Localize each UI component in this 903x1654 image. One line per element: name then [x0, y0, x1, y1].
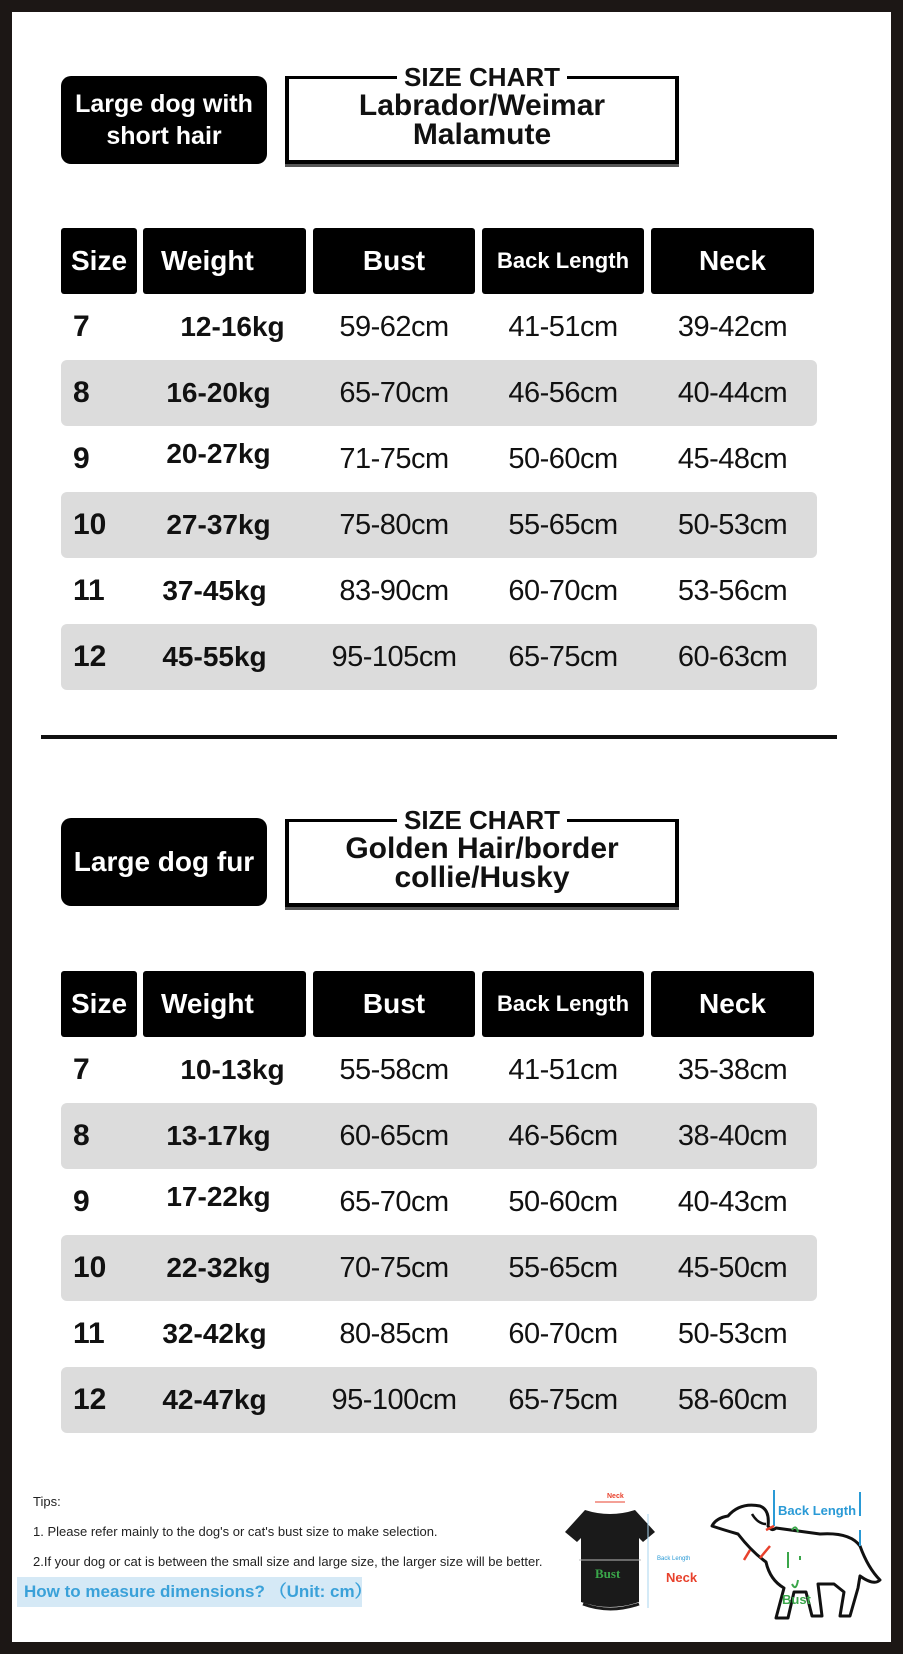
- category-line: short hair: [106, 122, 222, 150]
- cell-neck: 40-44cm: [677, 376, 788, 409]
- cell-neck: 39-42cm: [677, 310, 788, 343]
- cell-weight: 37-45kg: [162, 575, 267, 606]
- cell-size: 11: [73, 574, 105, 607]
- size-chart-title-box: [285, 805, 679, 907]
- cell-bust: 55-58cm: [339, 1053, 449, 1086]
- table-body: [61, 294, 817, 690]
- cell-bust: 59-62cm: [339, 310, 449, 343]
- size-chart-title-box: [285, 62, 679, 164]
- cell-weight: 22-32kg: [166, 1252, 271, 1283]
- dog-back-length-label: Back Length: [778, 1503, 857, 1518]
- header-bust: Bust: [313, 228, 475, 294]
- cell-back-length: 50-60cm: [508, 1185, 618, 1218]
- table-row: [61, 360, 817, 426]
- dog-diagram-icon: [666, 1480, 890, 1640]
- cell-size: 8: [73, 1119, 90, 1152]
- cell-back-length: 60-70cm: [508, 574, 618, 607]
- cell-neck: 40-43cm: [677, 1185, 788, 1218]
- cell-back-length: 60-70cm: [508, 1317, 618, 1350]
- size-chart-legend: SIZE CHART: [397, 62, 567, 92]
- category-line: Large dog fur: [73, 846, 255, 877]
- cell-back-length: 46-56cm: [508, 376, 618, 409]
- table-row: [61, 1367, 817, 1433]
- cell-bust: 95-100cm: [331, 1383, 457, 1416]
- cell-size: 9: [73, 442, 90, 475]
- header-neck: Neck: [651, 228, 814, 294]
- cell-bust: 60-65cm: [339, 1119, 449, 1152]
- cell-weight: 17-22kg: [166, 1181, 271, 1212]
- cell-weight: 27-37kg: [166, 509, 271, 540]
- tip-item: 1. Please refer mainly to the dog's or cat's bust size to make selection.: [33, 1524, 438, 1539]
- cell-bust: 65-70cm: [339, 1185, 449, 1218]
- cell-size: 9: [73, 1185, 90, 1218]
- table-row: [61, 1169, 817, 1235]
- section-divider: [41, 735, 837, 739]
- table-row: [61, 558, 817, 624]
- dog-neck-label: Neck: [666, 1570, 698, 1585]
- header-weight: Weight: [143, 228, 306, 294]
- breed-line: collie/Husky: [394, 861, 570, 894]
- cell-size: 11: [73, 1317, 105, 1350]
- cell-weight: 32-42kg: [162, 1318, 267, 1349]
- cell-weight: 16-20kg: [166, 377, 271, 408]
- header-size: Size: [61, 228, 137, 294]
- cell-size: 12: [73, 1383, 107, 1416]
- table-row: [61, 426, 817, 492]
- cell-neck: 50-53cm: [677, 508, 788, 541]
- breed-list: [289, 834, 675, 892]
- table-row: [61, 1103, 817, 1169]
- table-header: [61, 228, 817, 294]
- cell-bust: 65-70cm: [339, 376, 449, 409]
- cell-neck: 45-48cm: [677, 442, 788, 475]
- table-row: [61, 1235, 817, 1301]
- table-row: [61, 1037, 817, 1103]
- measure-dimensions-banner: How to measure dimensions? （Unit: cm）: [17, 1577, 362, 1607]
- category-badge-fur: [61, 818, 267, 906]
- category-line: Large dog with: [75, 90, 253, 118]
- table-row: [61, 1301, 817, 1367]
- breed-list: [289, 91, 675, 149]
- header-weight: Weight: [143, 971, 306, 1037]
- category-badge-short-hair: [61, 76, 267, 164]
- cell-weight: 42-47kg: [162, 1384, 267, 1415]
- cell-size: 8: [73, 376, 90, 409]
- cell-back-length: 65-75cm: [508, 1383, 618, 1416]
- cell-back-length: 55-65cm: [508, 508, 618, 541]
- tips-title: Tips:: [33, 1494, 61, 1509]
- header-size: Size: [61, 971, 137, 1037]
- cell-back-length: 41-51cm: [508, 310, 618, 343]
- cell-bust: 83-90cm: [339, 574, 449, 607]
- cell-weight: 13-17kg: [166, 1120, 271, 1151]
- cell-size: 7: [73, 310, 90, 343]
- cell-neck: 35-38cm: [677, 1053, 788, 1086]
- header-back-length: Back Length: [482, 971, 644, 1037]
- table-body: [61, 1037, 817, 1433]
- cell-weight: 20-27kg: [166, 438, 271, 469]
- cell-weight: 12-16kg: [180, 311, 285, 342]
- cell-bust: 70-75cm: [339, 1251, 449, 1284]
- size-chart-legend: SIZE CHART: [397, 805, 567, 835]
- cell-size: 10: [73, 508, 107, 541]
- cell-weight: 45-55kg: [162, 641, 267, 672]
- tip-item: 2.If your dog or cat is between the small size and large size, the larger size will be better.: [33, 1554, 543, 1569]
- cell-neck: 58-60cm: [677, 1383, 788, 1416]
- cell-back-length: 55-65cm: [508, 1251, 618, 1284]
- size-table-fur: [61, 971, 817, 1433]
- table-row: [61, 624, 817, 690]
- cell-back-length: 65-75cm: [508, 640, 618, 673]
- cell-size: 7: [73, 1053, 90, 1086]
- cell-back-length: 46-56cm: [508, 1119, 618, 1152]
- breed-line: Golden Hair/border: [345, 832, 619, 865]
- header-back-length: Back Length: [482, 228, 644, 294]
- breed-line: Malamute: [412, 118, 552, 151]
- dog-bust-label: Bust: [782, 1592, 811, 1607]
- table-header: [61, 971, 817, 1037]
- cell-size: 12: [73, 640, 107, 673]
- cell-back-length: 50-60cm: [508, 442, 618, 475]
- cell-bust: 75-80cm: [339, 508, 449, 541]
- cell-bust: 80-85cm: [339, 1317, 449, 1350]
- table-row: [61, 492, 817, 558]
- shirt-bust-label: Bust: [595, 1566, 621, 1581]
- cell-size: 10: [73, 1251, 107, 1284]
- cell-neck: 60-63cm: [677, 640, 788, 673]
- cell-back-length: 41-51cm: [508, 1053, 618, 1086]
- size-table-short-hair: [61, 228, 817, 690]
- shirt-diagram-icon: [555, 1490, 705, 1620]
- header-neck: Neck: [651, 971, 814, 1037]
- cell-weight: 10-13kg: [180, 1054, 285, 1085]
- cell-bust: 95-105cm: [331, 640, 457, 673]
- cell-bust: 71-75cm: [339, 442, 449, 475]
- shirt-back-length-label: Back Length: [657, 1556, 691, 1562]
- table-row: [61, 294, 817, 360]
- cell-neck: 45-50cm: [677, 1251, 788, 1284]
- cell-neck: 50-53cm: [677, 1317, 788, 1350]
- header-bust: Bust: [313, 971, 475, 1037]
- breed-line: Labrador/Weimar: [358, 89, 606, 122]
- cell-neck: 53-56cm: [677, 574, 788, 607]
- shirt-neck-label: Neck: [607, 1493, 624, 1500]
- cell-neck: 38-40cm: [677, 1119, 788, 1152]
